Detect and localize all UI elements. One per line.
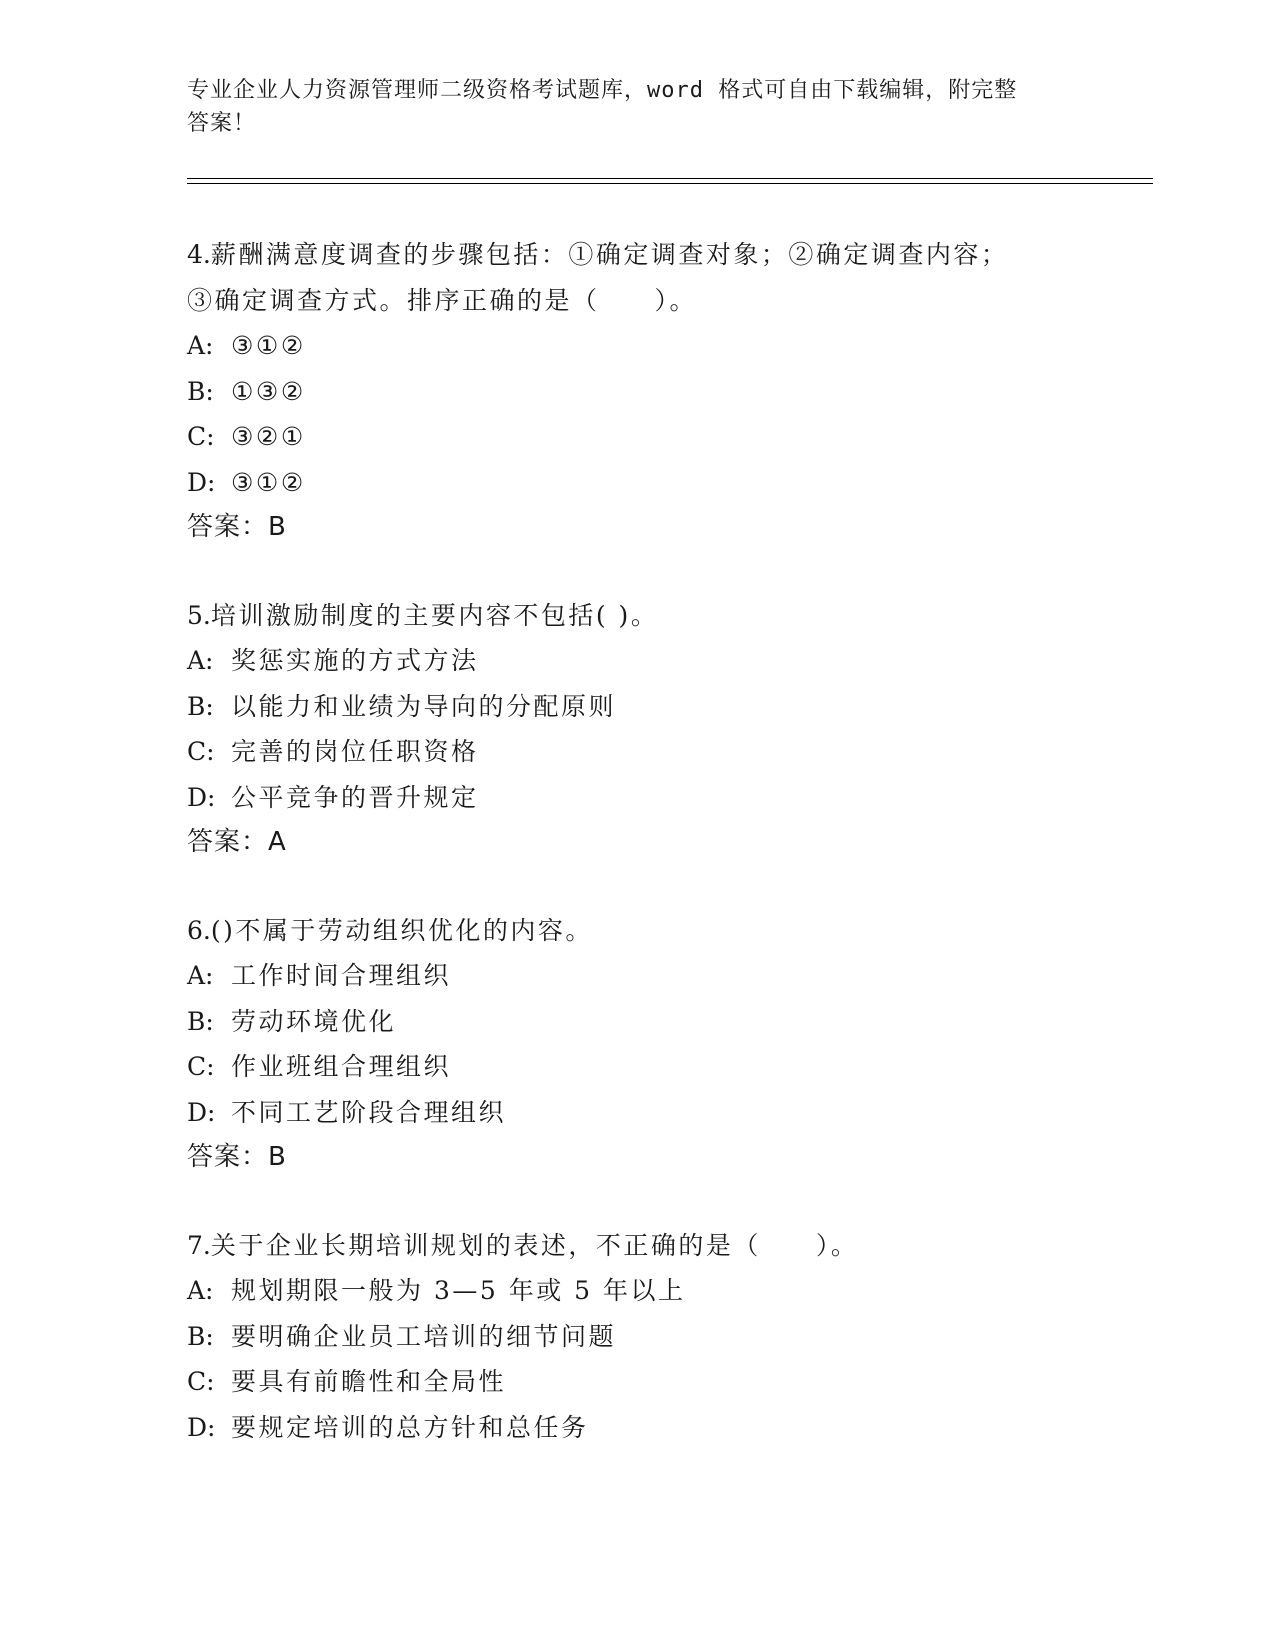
option-d	[187, 1090, 1087, 1136]
question-stem	[187, 908, 1087, 954]
question-6	[187, 908, 1087, 1181]
option-text: 完善的岗位任职资格	[231, 737, 479, 766]
option-letter: A:	[187, 646, 214, 675]
option-text: 劳动环境优化	[231, 1006, 397, 1036]
answer-line: 答案：B	[187, 1142, 287, 1172]
option-letter: B:	[187, 691, 214, 721]
option-text: 要明确企业员工培训的细节问题	[231, 1321, 617, 1351]
question-number: 7.	[187, 1230, 211, 1260]
question-text: 薪酬满意度调查的步骤包括：①确定调查对象；②确定调查内容；	[210, 240, 1009, 269]
option-text: 不同工艺阶段合理组织	[231, 1097, 507, 1127]
option-b	[187, 999, 1087, 1045]
option-c	[187, 729, 1087, 775]
option-text: ①③②	[231, 376, 306, 406]
option-letter: D:	[187, 467, 216, 497]
answer-line: 答案：A	[187, 827, 287, 857]
option-text: 规划期限一般为 3—5 年或 5 年以上	[231, 1276, 686, 1305]
answer-line: 答案：B	[187, 512, 287, 542]
option-text: 公平竞争的晋升规定	[231, 782, 479, 812]
question-5	[187, 593, 1087, 866]
option-text: ③②①	[231, 422, 306, 451]
option-letter: B:	[187, 1321, 214, 1351]
option-c	[187, 1044, 1087, 1090]
question-7	[187, 1223, 1087, 1451]
header-divider-top	[187, 178, 1153, 179]
option-text: 奖惩实施的方式方法	[231, 646, 479, 675]
option-b	[187, 369, 1087, 415]
option-d	[187, 1405, 1087, 1451]
option-a	[187, 323, 1087, 369]
question-list	[187, 232, 1087, 1492]
header-line-2: 答案！	[187, 111, 257, 136]
question-text: ()不属于劳动组织优化的内容。	[210, 915, 593, 945]
option-c	[187, 1359, 1087, 1405]
question-stem-continued: ③确定调查方式。排序正确的是（ ）。	[187, 285, 698, 315]
option-text: 工作时间合理组织	[231, 961, 452, 990]
question-text: 培训激励制度的主要内容不包括( )。	[210, 600, 659, 630]
question-stem	[187, 1223, 1087, 1269]
question-stem	[187, 232, 1087, 278]
option-letter: A:	[187, 961, 214, 990]
question-number: 6.	[187, 915, 211, 945]
option-b	[187, 684, 1087, 730]
option-letter: D:	[187, 782, 216, 812]
question-stem	[187, 593, 1087, 639]
option-c	[187, 414, 1087, 460]
question-4	[187, 232, 1087, 551]
option-letter: D:	[187, 1097, 216, 1127]
option-text: ③①②	[231, 331, 306, 360]
option-letter: C:	[187, 422, 215, 451]
option-a	[187, 1268, 1087, 1314]
option-a	[187, 638, 1087, 684]
option-text: 要规定培训的总方针和总任务	[231, 1412, 589, 1442]
question-number: 5.	[187, 600, 211, 630]
question-text: 关于企业长期培训规划的表述，不正确的是（ ）。	[210, 1230, 859, 1260]
option-letter: D:	[187, 1412, 216, 1442]
option-text: 作业班组合理组织	[231, 1052, 452, 1081]
option-d	[187, 460, 1087, 506]
question-number: 4.	[187, 240, 211, 269]
document-header	[187, 74, 1067, 140]
option-letter: C:	[187, 737, 215, 766]
option-text: ③①②	[231, 467, 306, 497]
option-d	[187, 775, 1087, 821]
option-letter: A:	[187, 331, 214, 360]
option-letter: C:	[187, 1052, 215, 1081]
option-letter: A:	[187, 1276, 214, 1305]
header-divider-bottom	[187, 183, 1153, 184]
option-a	[187, 953, 1087, 999]
header-line-1: 专业企业人力资源管理师二级资格考试题库，word 格式可自由下载编辑，附完整	[187, 78, 1018, 103]
option-text: 以能力和业绩为导向的分配原则	[231, 691, 617, 721]
option-letter: B:	[187, 376, 214, 406]
option-text: 要具有前瞻性和全局性	[231, 1367, 507, 1396]
option-letter: B:	[187, 1006, 214, 1036]
option-b	[187, 1314, 1087, 1360]
option-letter: C:	[187, 1367, 215, 1396]
